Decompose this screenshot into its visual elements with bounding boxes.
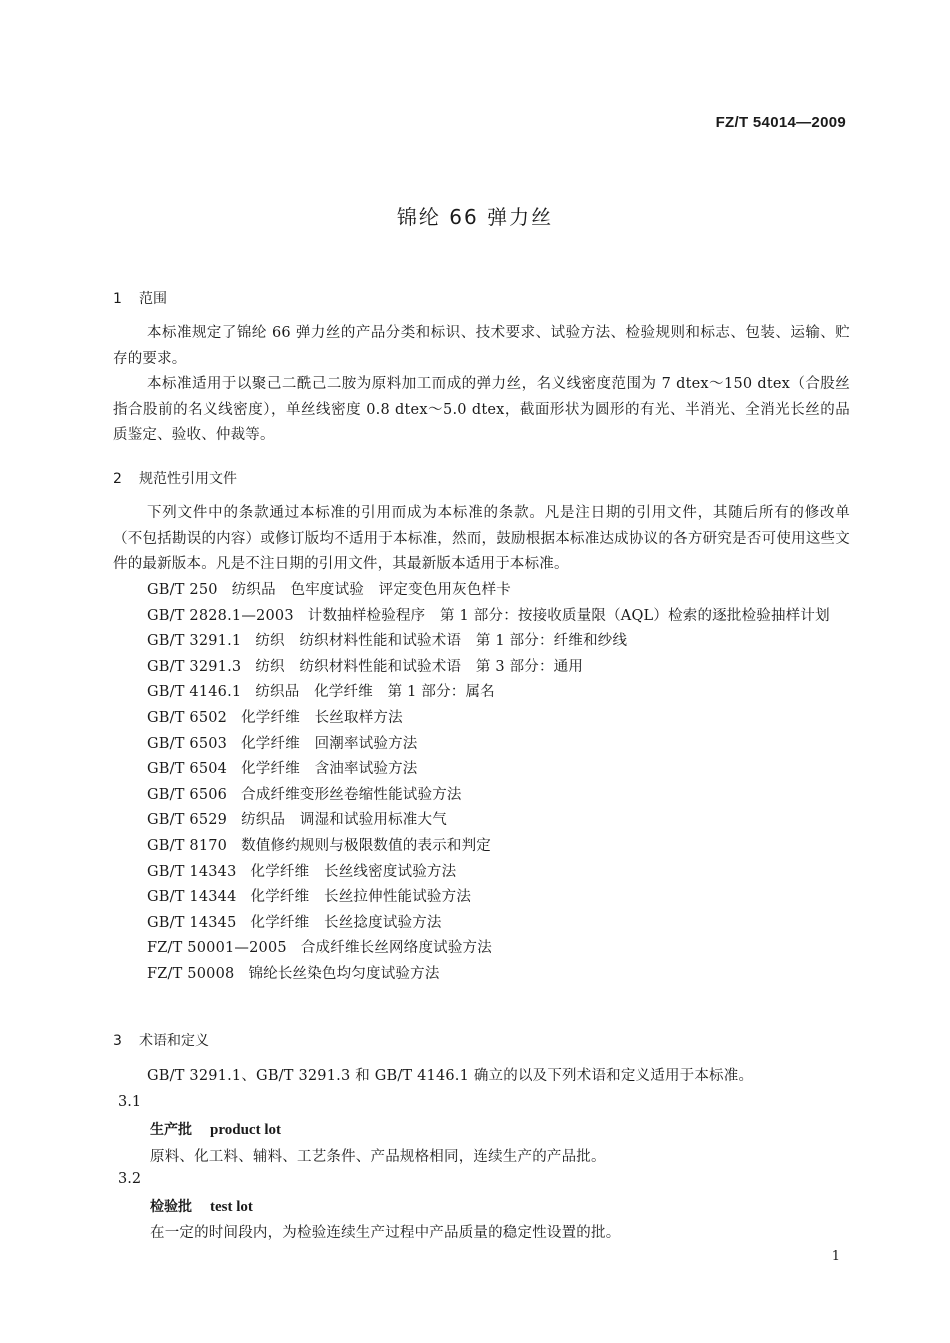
- reference-item: [113, 834, 850, 860]
- reference-item: [113, 757, 850, 783]
- reference-list: [113, 578, 850, 988]
- term-heading: [150, 1196, 253, 1216]
- reference-title: 合成纤维变形丝卷缩性能试验方法: [241, 786, 462, 803]
- reference-item: [113, 680, 850, 706]
- scope-paragraph-2: 本标准适用于以聚己二酰己二胺为原料加工而成的弹力丝，名义线密度范围为 7 dtex～150 dtex（合股丝指合股前的名义线密度），单丝线密度 0.8 dtex～5.0 dtex，截面形状为圆形的有光、半消光、全消光长丝的品质鉴定、验收、仲裁等。: [113, 376, 850, 443]
- reference-item: [113, 885, 850, 911]
- term-en: test lot: [210, 1199, 253, 1215]
- reference-code: GB/T 4146.1: [147, 684, 242, 701]
- reference-title: 化学纤维 长丝拉伸性能试验方法: [250, 889, 472, 906]
- reference-code: GB/T 8170: [147, 837, 228, 854]
- section-number: 1: [113, 291, 122, 307]
- section-3-heading: [113, 1030, 209, 1050]
- reference-code: GB/T 250: [147, 582, 218, 598]
- reference-title: 化学纤维 长丝捻度试验方法: [250, 914, 442, 931]
- term-number: 3.1: [118, 1094, 142, 1110]
- reference-code: GB/T 6529: [147, 812, 228, 829]
- reference-title: 纺织品 调湿和试验用标准大气: [241, 812, 447, 829]
- reference-item: [113, 936, 850, 962]
- term-zh: 生产批: [150, 1122, 192, 1138]
- scope-paragraph-1: 本标准规定了锦纶 66 弹力丝的产品分类和标识、技术要求、试验方法、检验规则和标志、包装、运输、贮存的要求。: [113, 325, 850, 367]
- reference-code: GB/T 3291.1: [147, 633, 242, 650]
- reference-code: GB/T 14345: [147, 914, 237, 931]
- term-number: 3.2: [118, 1171, 142, 1187]
- page-number: 1: [831, 1249, 840, 1264]
- section-title: 规范性引用文件: [139, 471, 237, 487]
- section-number: 2: [113, 471, 122, 487]
- section-title: 术语和定义: [139, 1033, 209, 1049]
- reference-code: GB/T 3291.3: [147, 658, 242, 675]
- reference-title: 化学纤维 回潮率试验方法: [241, 735, 418, 752]
- reference-item: [113, 860, 850, 886]
- reference-code: GB/T 14344: [147, 889, 237, 906]
- reference-code: GB/T 6504: [147, 761, 228, 778]
- reference-title: 纺织 纺织材料性能和试验术语 第 3 部分：通用: [255, 658, 584, 675]
- reference-item: [113, 578, 850, 604]
- reference-item: [113, 732, 850, 758]
- reference-title: 合成纤维长丝网络度试验方法: [300, 940, 492, 957]
- reference-code: FZ/T 50001—2005: [147, 940, 287, 957]
- reference-title: 计数抽样检验程序 第 1 部分：按接收质量限（AQL）检索的逐批检验抽样计划: [307, 607, 830, 624]
- term-heading: [150, 1119, 281, 1139]
- reference-code: GB/T 2828.1—2003: [147, 607, 294, 624]
- reference-code: GB/T 14343: [147, 863, 237, 880]
- document-title: 锦纶 66 弹力丝: [396, 205, 554, 229]
- reference-title: 纺织品 色牢度试验 评定变色用灰色样卡: [231, 582, 511, 598]
- reference-title: 纺织品 化学纤维 第 1 部分：属名: [255, 684, 495, 701]
- reference-code: FZ/T 50008: [147, 965, 235, 982]
- reference-item: [113, 808, 850, 834]
- reference-title: 数值修约规则与极限数值的表示和判定: [241, 837, 492, 854]
- section-1-heading: [113, 288, 167, 308]
- section-2-heading: [113, 468, 237, 488]
- reference-item: [113, 604, 850, 630]
- reference-title: 锦纶长丝染色均匀度试验方法: [248, 965, 440, 982]
- reference-item: [113, 706, 850, 732]
- term-definition: 原料、化工料、辅料、工艺条件、产品规格相同，连续生产的产品批。: [150, 1149, 606, 1165]
- reference-title: 纺织 纺织材料性能和试验术语 第 1 部分：纤维和纱线: [255, 633, 628, 650]
- references-intro: 下列文件中的条款通过本标准的引用而成为本标准的条款。凡是注日期的引用文件，其随后所有的修改单（不包括勘误的内容）或修订版均不适用于本标准，然而，鼓励根据本标准达成协议的各方研究是否可使用这些文件的最新版本。凡是不注日期的引用文件，其最新版本适用于本标准。: [113, 505, 850, 572]
- term-zh: 检验批: [150, 1199, 192, 1215]
- reference-title: 化学纤维 长丝取样方法: [241, 709, 403, 726]
- terms-intro: GB/T 3291.1、GB/T 3291.3 和 GB/T 4146.1 确立的以及下列术语和定义适用于本标准。: [147, 1068, 754, 1084]
- reference-item: [113, 655, 850, 681]
- reference-item: [113, 783, 850, 809]
- reference-code: GB/T 6503: [147, 735, 228, 752]
- standard-number: FZ/T 54014—2009: [715, 114, 846, 131]
- reference-item: [113, 962, 850, 988]
- reference-title: 化学纤维 长丝线密度试验方法: [250, 863, 457, 880]
- reference-code: GB/T 6502: [147, 709, 228, 726]
- reference-item: [113, 629, 850, 655]
- reference-item: [113, 911, 850, 937]
- term-definition: 在一定的时间段内，为检验连续生产过程中产品质量的稳定性设置的批。: [150, 1225, 621, 1241]
- term-en: product lot: [210, 1122, 281, 1138]
- reference-code: GB/T 6506: [147, 786, 228, 803]
- section-title: 范围: [139, 291, 167, 307]
- section-number: 3: [113, 1033, 122, 1049]
- reference-title: 化学纤维 含油率试验方法: [241, 761, 418, 778]
